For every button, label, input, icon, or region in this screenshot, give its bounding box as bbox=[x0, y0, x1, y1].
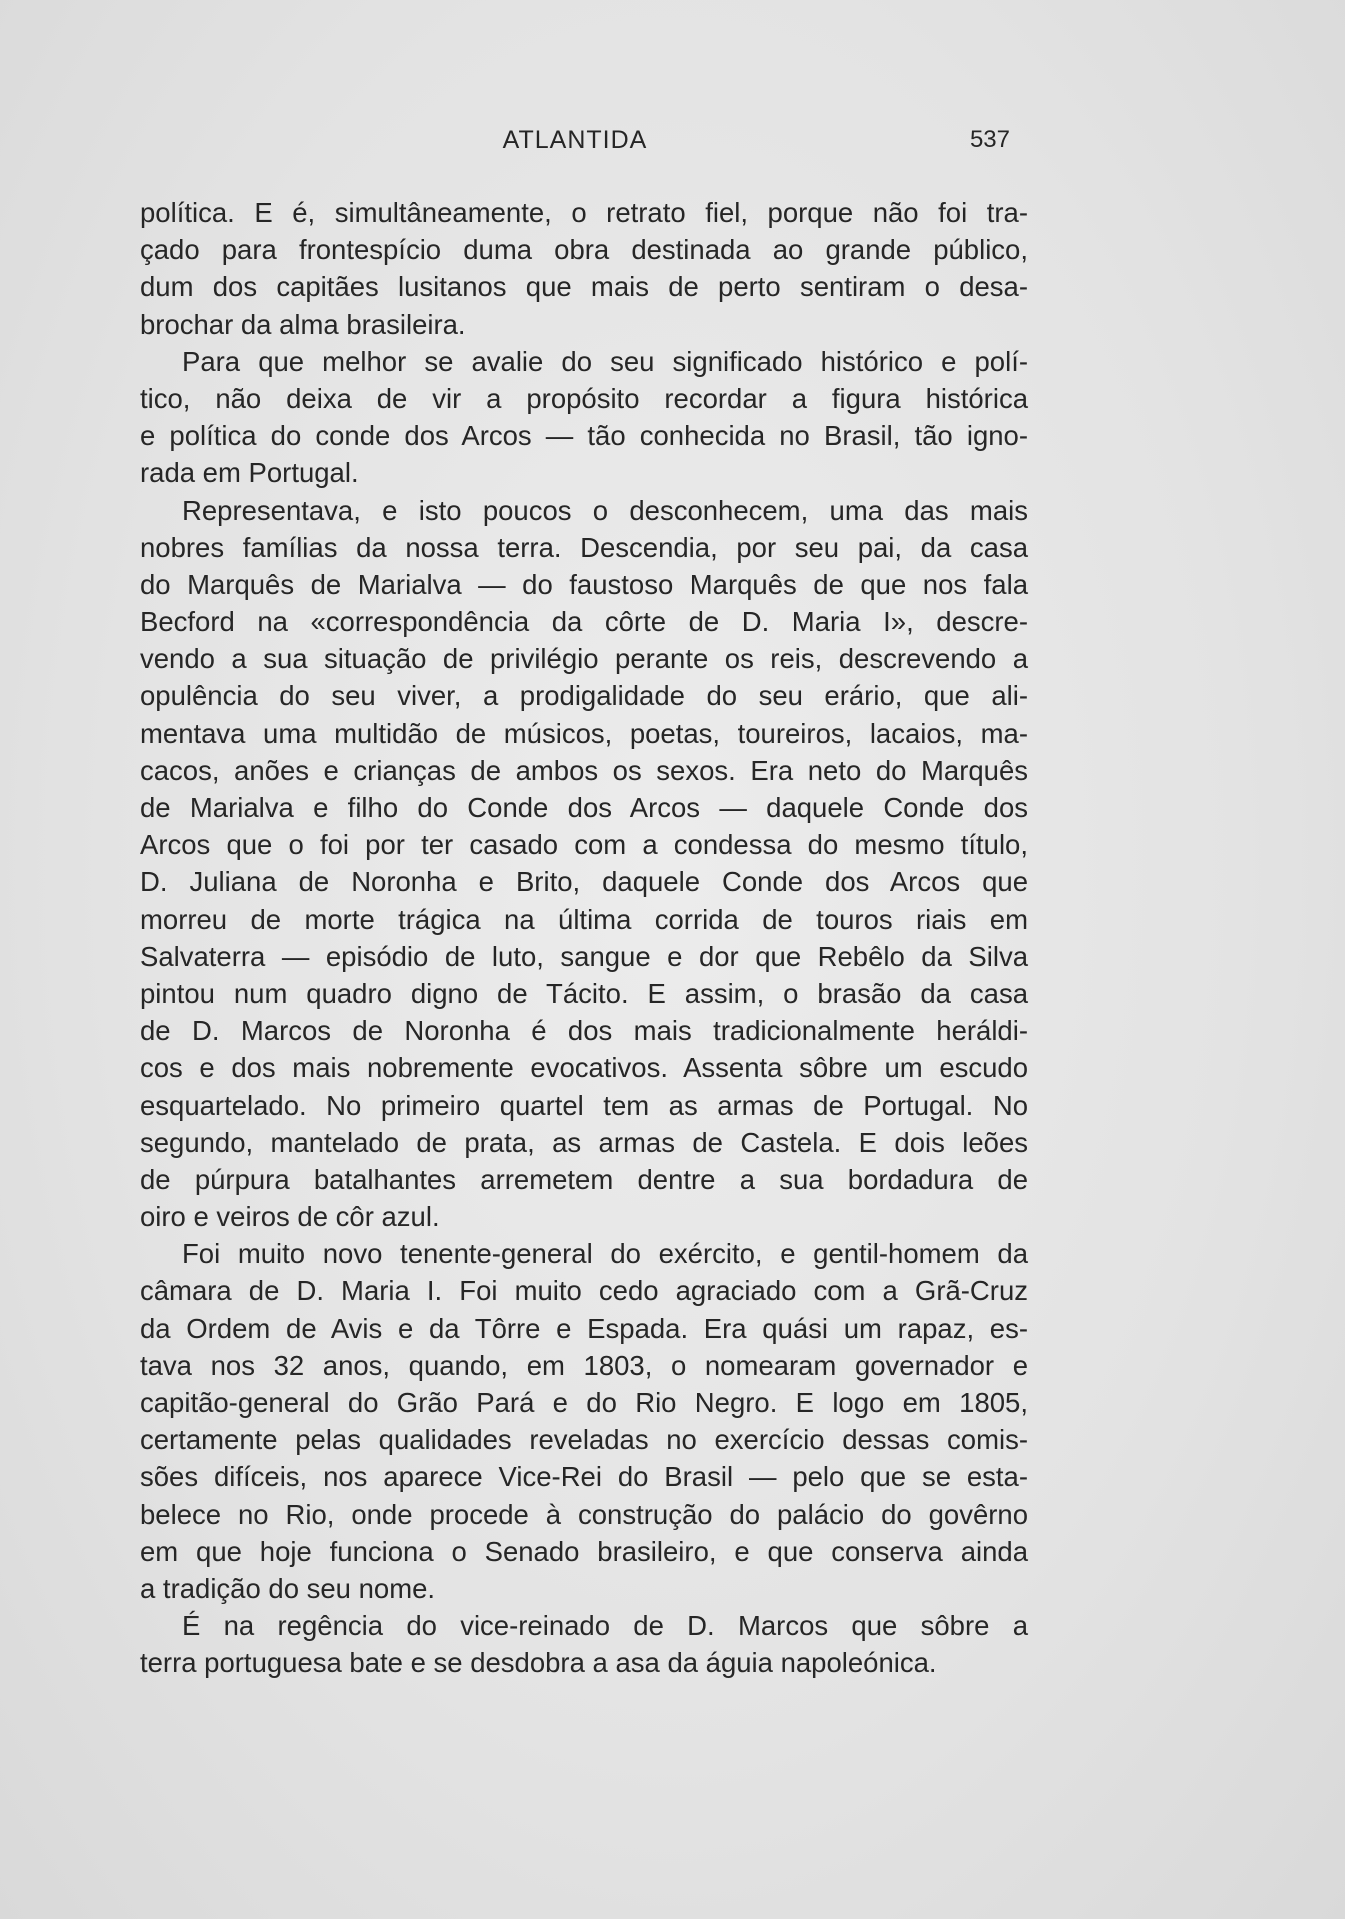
text-line: É na regência do vice-reinado de D. Marcos que sôbre a bbox=[182, 1610, 1028, 1642]
text-line: D. Juliana de Noronha e Brito, daquele Conde dos Arcos que bbox=[140, 866, 1028, 898]
text-line: em que hoje funciona o Senado brasileiro, e que conserva ainda bbox=[140, 1535, 1028, 1567]
text-line: do Marquês de Marialva — do faustoso Marquês de que nos fala bbox=[140, 568, 1028, 600]
text-line: Salvaterra — episódio de luto, sangue e dor que Rebêlo da Silva bbox=[140, 940, 1028, 972]
body-text bbox=[140, 194, 1028, 1682]
text-line: Foi muito novo tenente-general do exército, e gentil-homem da bbox=[182, 1238, 1028, 1270]
text-line: oiro e veiros de côr azul. bbox=[140, 1201, 440, 1233]
text-line: política. E é, simultâneamente, o retrato fiel, porque não foi tra- bbox=[140, 197, 1028, 228]
text-line: çado para frontespício duma obra destinada ao grande público, bbox=[140, 234, 1028, 266]
text-line: dum dos capitães lusitanos que mais de perto sentiram o desa- bbox=[140, 271, 1028, 303]
text-line: a tradição do seu nome. bbox=[140, 1572, 436, 1604]
text-line: capitão-general do Grão Pará e do Rio Negro. E logo em 1805, bbox=[140, 1387, 1028, 1418]
text-line: cos e dos mais nobremente evocativos. Assenta sôbre um escudo bbox=[140, 1052, 1028, 1084]
text-line: da Ordem de Avis e da Tôrre e Espada. Era quási um rapaz, es- bbox=[140, 1312, 1028, 1344]
text-line: mentava uma multidão de músicos, poetas, toureiros, lacaios, ma- bbox=[140, 717, 1028, 749]
text-line: Becford na «correspondência da côrte de D. Maria I», descre- bbox=[140, 606, 1028, 638]
page-number: 537 bbox=[969, 126, 1010, 153]
text-line: de D. Marcos de Noronha é dos mais tradicionalmente heráldi- bbox=[140, 1015, 1028, 1047]
text-line: belece no Rio, onde procede à construção do palácio do govêrno bbox=[140, 1498, 1028, 1530]
text-line: opulência do seu viver, a prodigalidade do seu erário, que ali- bbox=[140, 680, 1028, 712]
text-line: pintou num quadro digno de Tácito. E assim, o brasão da casa bbox=[140, 977, 1028, 1009]
text-line: nobres famílias da nossa terra. Descendia, por seu pai, da casa bbox=[140, 531, 1028, 563]
text-line: brochar da alma brasileira. bbox=[140, 308, 466, 340]
text-line: sões difíceis, nos aparece Vice-Rei do Brasil — pelo que se esta- bbox=[140, 1461, 1028, 1493]
text-line: tava nos 32 anos, quando, em 1803, o nomearam governador e bbox=[140, 1349, 1028, 1381]
text-line: Representava, e isto poucos o desconhecem, uma das mais bbox=[182, 494, 1028, 526]
text-line: Arcos que o foi por ter casado com a condessa do mesmo título, bbox=[140, 829, 1028, 861]
text-line: tico, não deixa de vir a propósito recordar a figura histórica bbox=[140, 382, 1028, 414]
text-line: esquartelado. No primeiro quartel tem as armas de Portugal. No bbox=[140, 1089, 1028, 1121]
text-line: rada em Portugal. bbox=[140, 457, 359, 489]
text-line: segundo, mantelado de prata, as armas de Castela. E dois leões bbox=[140, 1126, 1028, 1158]
text-line: câmara de D. Maria I. Foi muito cedo agraciado com a Grã-Cruz bbox=[140, 1275, 1028, 1307]
text-line: de Marialva e filho do Conde dos Arcos — daquele Conde dos bbox=[140, 792, 1028, 823]
text-line: certamente pelas qualidades reveladas no exercício dessas comis- bbox=[140, 1424, 1028, 1456]
text-line: de púrpura batalhantes arremetem dentre a sua bordadura de bbox=[140, 1163, 1028, 1195]
text-line: Para que melhor se avalie do seu significado histórico e polí- bbox=[182, 345, 1028, 377]
header-title: ATLANTIDA bbox=[502, 126, 648, 154]
running-head bbox=[140, 122, 1010, 162]
text-line: terra portuguesa bate e se desdobra a asa da águia napoleónica. bbox=[140, 1647, 937, 1679]
text-line: e política do conde dos Arcos — tão conhecida no Brasil, tão igno- bbox=[140, 420, 1028, 452]
text-line: cacos, anões e crianças de ambos os sexos. Era neto do Marquês bbox=[140, 754, 1028, 786]
text-line: vendo a sua situação de privilégio perante os reis, descrevendo a bbox=[140, 643, 1028, 675]
text-line: morreu de morte trágica na última corrida de touros riais em bbox=[140, 903, 1028, 935]
